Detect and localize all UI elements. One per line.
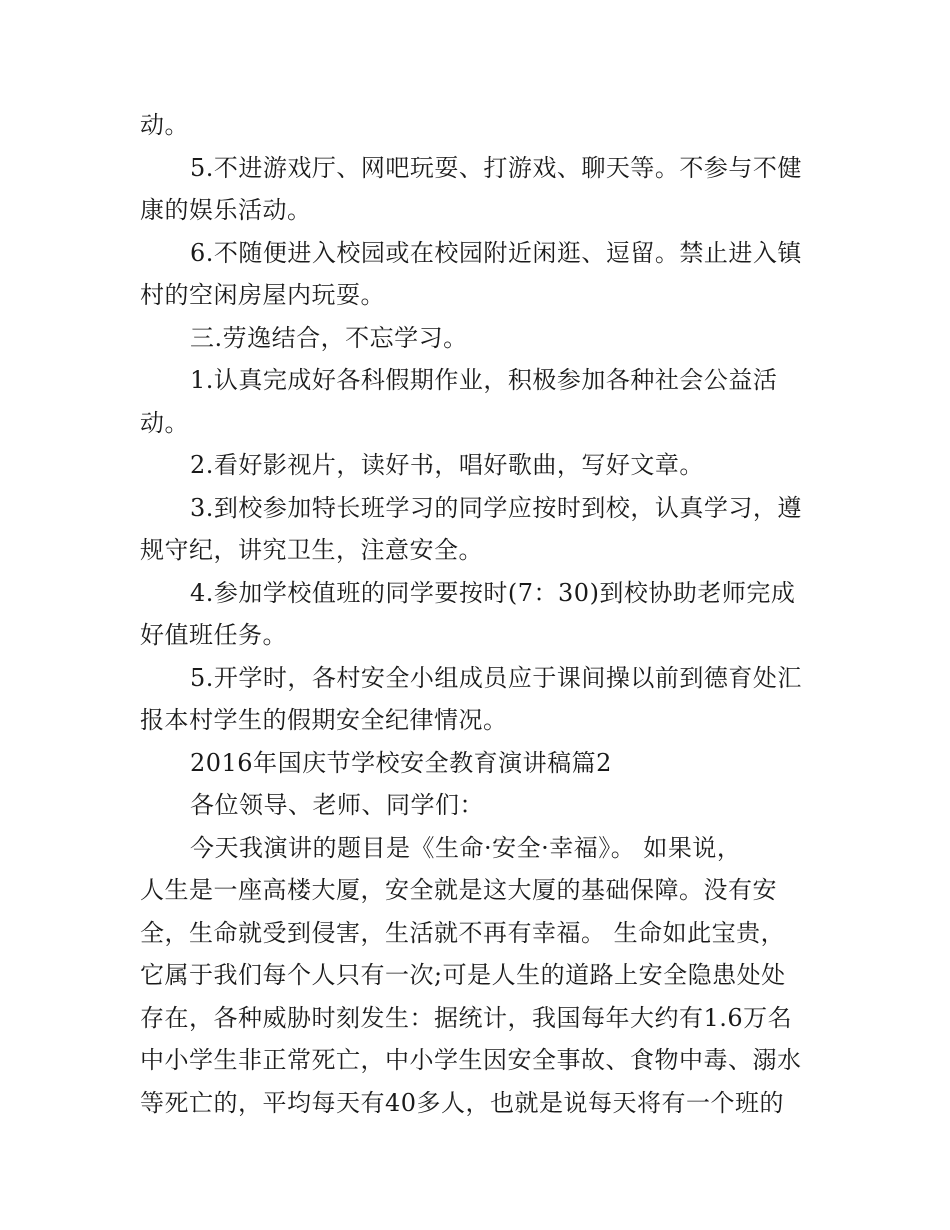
text-line: 人生是一座高楼大厦，安全就是这大厦的基础保障。没有安 [140,876,777,904]
text-line: 2016年国庆节学校安全教育演讲稿篇2 [190,748,612,777]
text-line: 等死亡的，平均每天有40多人，也就是说每天将有一个班的 [140,1088,785,1117]
text-line: 报本村学生的假期安全纪律情况。 [140,706,508,734]
text-line: 中小学生非正常死亡，中小学生因安全事故、食物中毒、溺水 [140,1046,802,1074]
text-line: 3.到校参加特长班学习的同学应按时到校，认真学习，遵 [190,493,802,522]
text-line: 1.认真完成好各科假期作业，积极参加各种社会公益活 [190,366,778,394]
text-line: 动。 [140,408,189,437]
text-line: 村的空闲房屋内玩耍。 [140,281,385,309]
document-body [140,104,820,1124]
text-line: 今天我演讲的题目是《生命·安全·幸福》。 如果说， [190,833,742,862]
text-line: 动。 [140,111,189,139]
text-line: 全，生命就受到侵害，生活就不再有幸福。 生命如此宝贵， [140,918,786,947]
text-line: 5.不进游戏厅、网吧玩耍、打游戏、聊天等。不参与不健 [190,153,802,182]
text-line: 4.参加学校值班的同学要按时(7：30)到校协助老师完成 [190,578,796,607]
text-line: 好值班任务。 [140,621,287,649]
text-line: 存在，各种威胁时刻发生：据统计，我国每年大约有1.6万名 [140,1003,793,1032]
text-line: 三.劳逸结合，不忘学习。 [190,323,468,352]
text-line: 各位领导、老师、同学们： [190,791,484,819]
text-line: 它属于我们每个人只有一次;可是人生的道路上安全隐患处处 [140,961,786,989]
text-line: 6.不随便进入校园或在校园附近闲逛、逗留。禁止进入镇 [190,238,802,267]
text-line: 康的娱乐活动。 [140,196,312,224]
text-line: 规守纪，讲究卫生，注意安全。 [140,536,483,564]
text-line: 5.开学时，各村安全小组成员应于课间操以前到德育处汇 [190,663,802,692]
text-line: 2.看好影视片，读好书，唱好歌曲，写好文章。 [190,451,704,479]
